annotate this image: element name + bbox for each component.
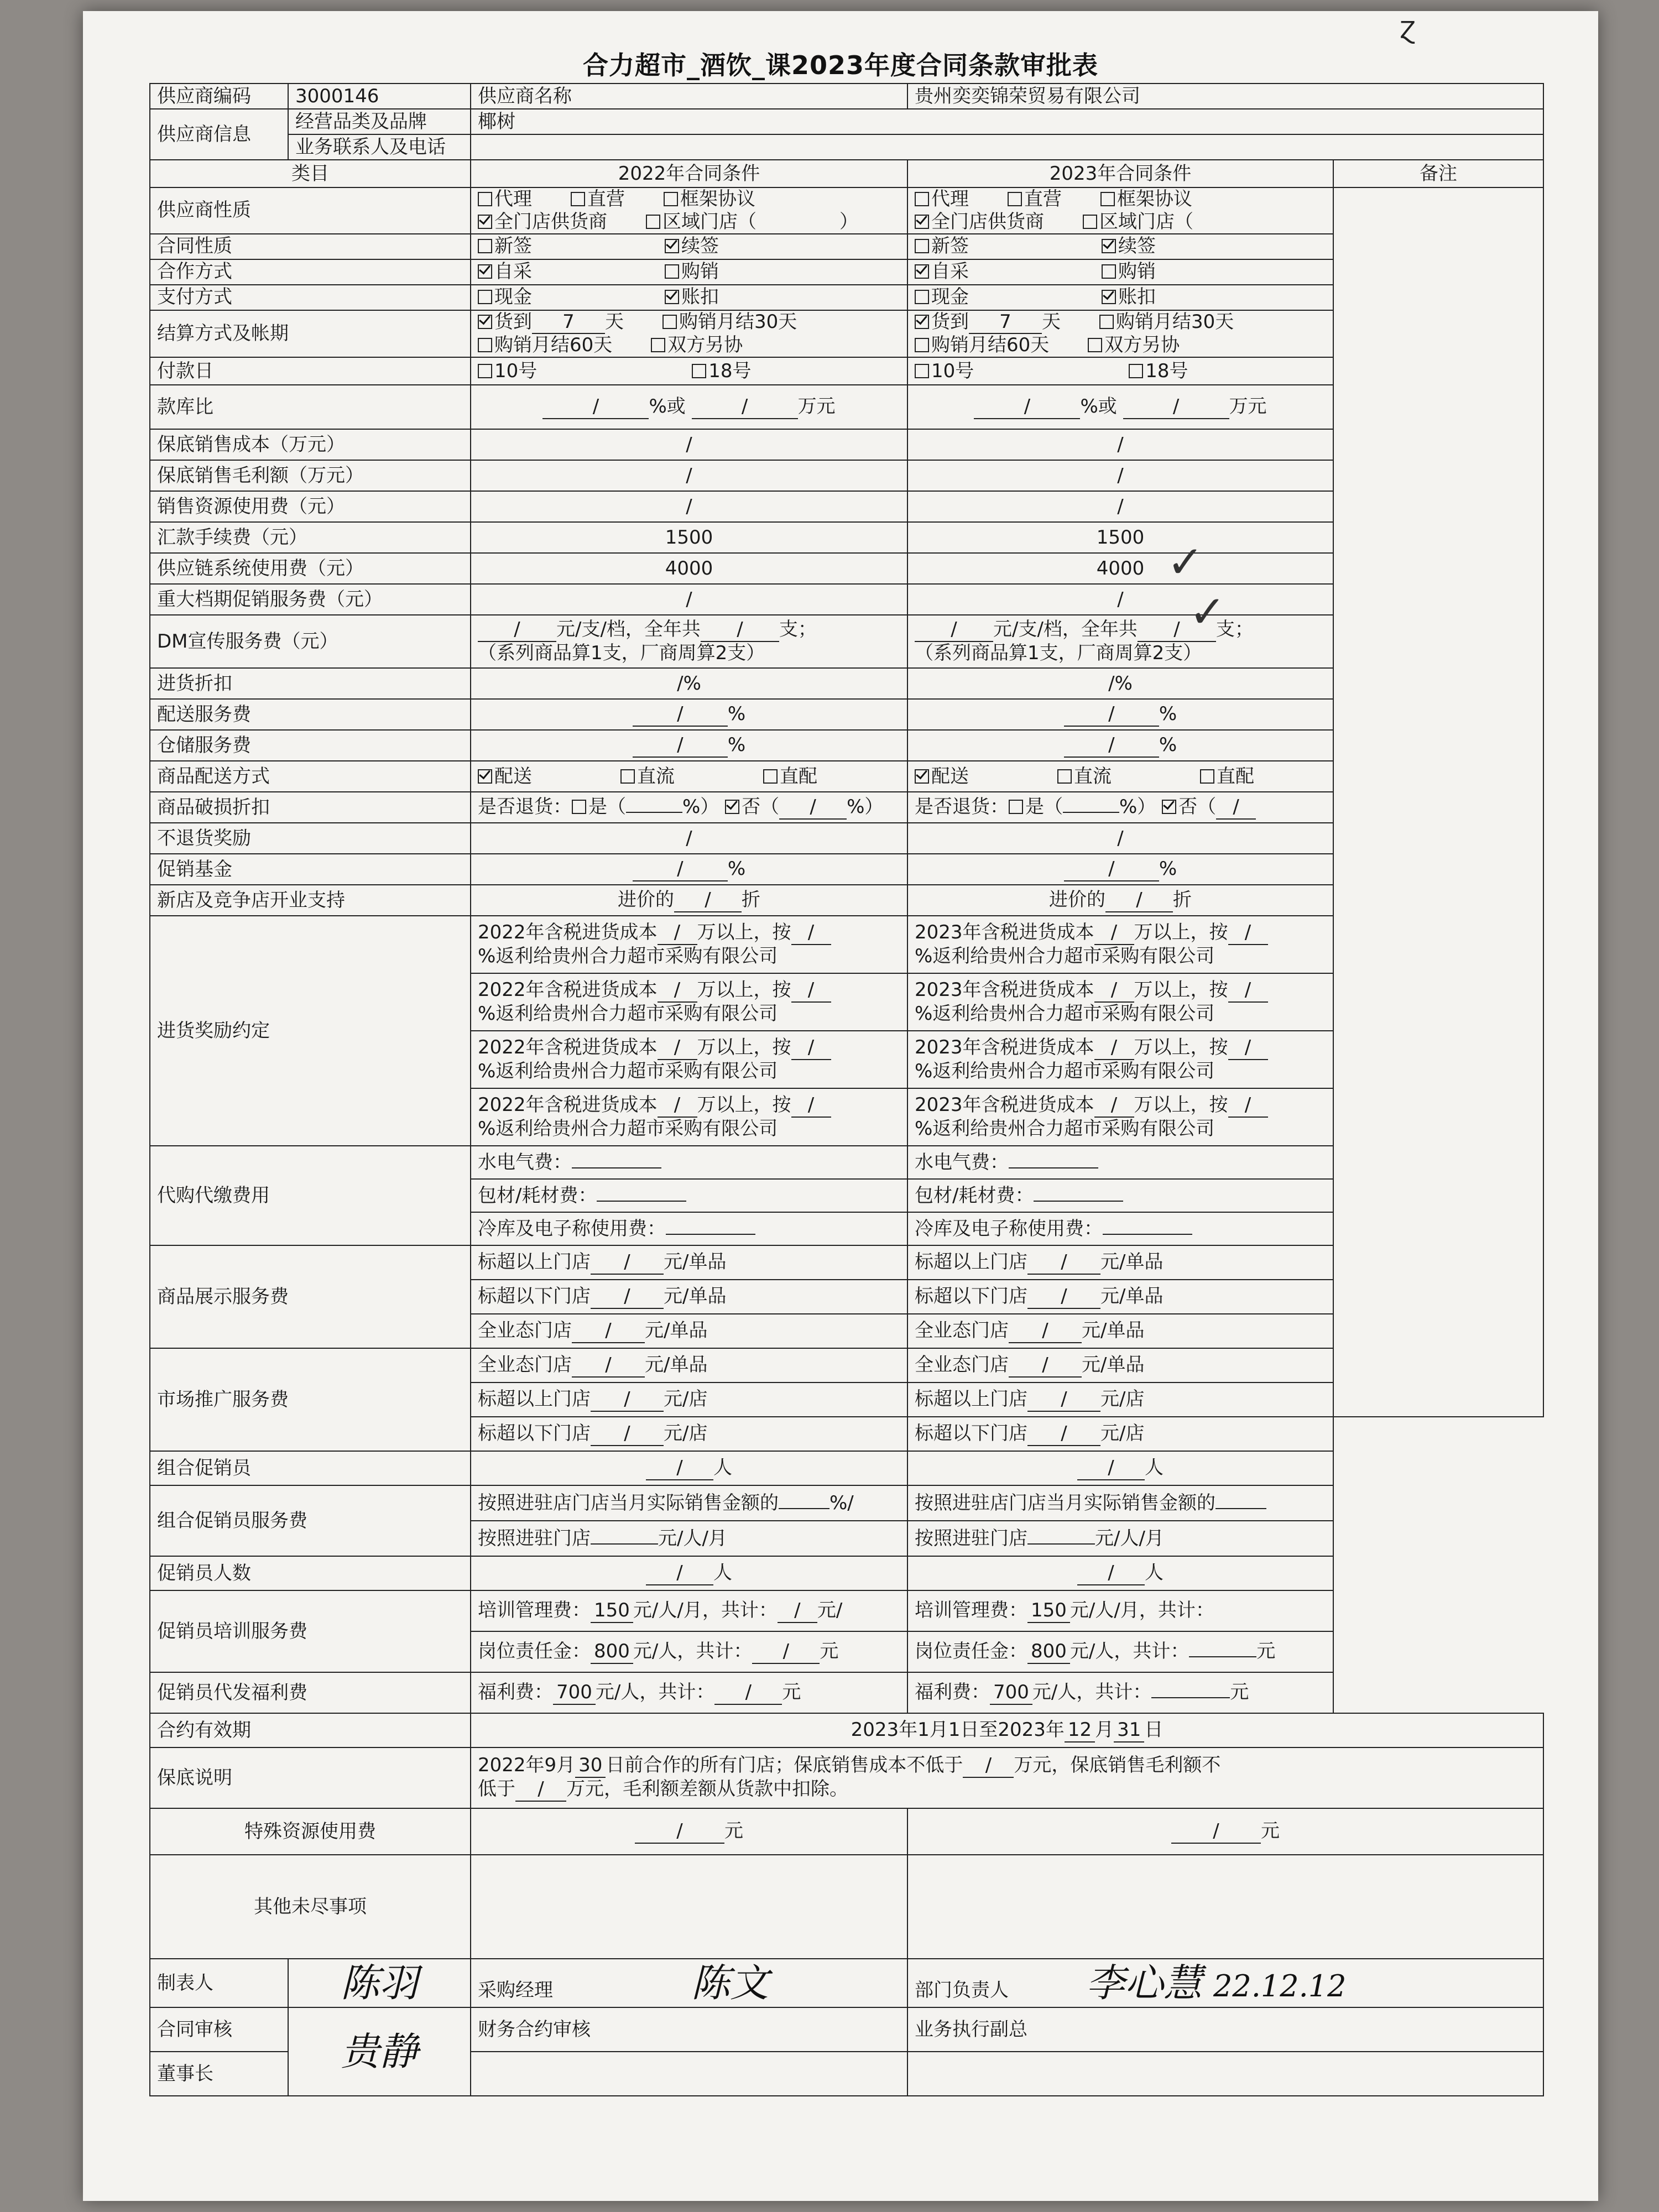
remit-label: 汇款手续费（元） <box>150 522 471 553</box>
combo-2022: / 人 <box>471 1451 907 1485</box>
market-2023-below: 标超以下门店 / 元/店 <box>907 1417 1333 1451</box>
chair-empty-1 <box>471 2052 907 2096</box>
checkbox[interactable] <box>664 192 678 206</box>
min-cost-label: 保底销售成本（万元） <box>150 429 471 460</box>
maker-signature: 陈羽 <box>288 1959 471 2007</box>
row-nature <box>150 187 1543 234</box>
welfare-label: 促销员代发福利费 <box>150 1672 471 1713</box>
pay-label: 支付方式 <box>150 285 471 310</box>
ratio-2022: / %或 / 万元 <box>471 385 907 429</box>
delivery-mode-2023: 配送 直流 直配 <box>907 761 1333 792</box>
audit-signature: 贵静 <box>288 2007 471 2096</box>
row-supplier-brand <box>150 109 1543 134</box>
contract-2023: 新签 续签 <box>907 234 1333 259</box>
training-2023-deposit: 岗位责任金： 800 元/人，共计： 元 <box>907 1631 1333 1672</box>
agency-2022-cold: 冷库及电子称使用费： <box>471 1212 907 1245</box>
maker-label: 制表人 <box>150 1959 288 2007</box>
special-2022: / 元 <box>471 1808 907 1855</box>
rebate-2023: 2023年含税进货成本 / 万以上，按 / %返利给贵州合力超市采购有限公司 <box>907 916 1333 973</box>
nature-label: 供应商性质 <box>150 187 471 234</box>
form-title: 合力超市_酒饮_课2023年度合同条款审批表 <box>582 50 1099 80</box>
checkbox[interactable] <box>1083 215 1097 229</box>
row-special <box>150 1808 1543 1855</box>
checkbox[interactable] <box>763 769 778 784</box>
display-2023-below: 标超以下门店 / 元/单品 <box>907 1280 1333 1314</box>
discount-2023: /% <box>907 668 1333 699</box>
row-sign-1 <box>150 1959 1543 2007</box>
delivery-fee-2023: / % <box>907 699 1333 730</box>
check-mark: ✓ <box>1167 536 1204 588</box>
rebate-2023: 2023年含税进货成本 / 万以上，按 / %返利给贵州合力超市采购有限公司 <box>907 973 1333 1031</box>
vp-label: 业务执行副总 <box>907 2007 1543 2052</box>
storage-2022: / % <box>471 730 907 761</box>
dm-2022: / 元/支/档，全年共 / 支； （系列商品算1支，厂商周算2支） <box>471 615 907 668</box>
coop-2023: 自采 购销 <box>907 259 1333 285</box>
welfare-2023: 福利费： 700 元/人，共计： 元 <box>907 1672 1333 1713</box>
welfare-2022: 福利费： 700 元/人，共计： / 元 <box>471 1672 907 1713</box>
checkbox-checked[interactable] <box>478 769 492 784</box>
row-headers <box>150 160 1543 187</box>
staff-2022: / 人 <box>471 1556 907 1590</box>
checkbox[interactable] <box>1057 769 1072 784</box>
training-label: 促销员培训服务费 <box>150 1590 471 1672</box>
combo-fee-label: 组合促销员服务费 <box>150 1485 471 1556</box>
agency-2023-cold: 冷库及电子称使用费： <box>907 1212 1333 1245</box>
checkbox[interactable] <box>915 290 929 304</box>
delivery-fee-label: 配送服务费 <box>150 699 471 730</box>
special-label: 特殊资源使用费 <box>150 1808 471 1855</box>
supplier-name-label: 供应商名称 <box>471 84 907 109</box>
no-return-label: 不退货奖励 <box>150 823 471 854</box>
storage-2023: / % <box>907 730 1333 761</box>
checkbox-checked[interactable] <box>915 769 929 784</box>
storage-label: 仓储服务费 <box>150 730 471 761</box>
row-valid <box>150 1713 1543 1747</box>
special-2023: / 元 <box>907 1808 1543 1855</box>
display-2022-all: 全业态门店 / 元/单品 <box>471 1314 907 1348</box>
checkbox[interactable] <box>478 192 492 206</box>
row-training-1 <box>150 1590 1543 1631</box>
settle-2022: 货到 7 天 购销月结30天 购销月结60天 双方另协 <box>471 310 907 358</box>
pay-2023: 现金 账扣 <box>907 285 1333 310</box>
promo-fund-2022: / % <box>471 854 907 885</box>
market-2022-below: 标超以下门店 / 元/店 <box>471 1417 907 1451</box>
display-2023-all: 全业态门店 / 元/单品 <box>907 1314 1333 1348</box>
checkbox[interactable] <box>1100 192 1115 206</box>
training-2022-mgmt: 培训管理费： 150 元/人/月，共计： / 元/ <box>471 1590 907 1631</box>
checkbox[interactable] <box>1102 264 1116 279</box>
ratio-2023: / %或 / 万元 <box>907 385 1333 429</box>
display-2023-above: 标超以上门店 / 元/单品 <box>907 1245 1333 1280</box>
new-store-2022: 进价的 / 折 <box>471 885 907 916</box>
rebate-2022: 2022年含税进货成本 / 万以上，按 / %返利给贵州合力超市采购有限公司 <box>471 973 907 1031</box>
staff-label: 促销员人数 <box>150 1556 471 1590</box>
checkbox[interactable] <box>572 800 586 814</box>
checkbox[interactable] <box>620 769 635 784</box>
supply-fee-label: 供应链系统使用费（元） <box>150 553 471 584</box>
agency-2023-materials: 包材/耗材费： <box>907 1179 1333 1212</box>
promo-fee-label: 重大档期促销服务费（元） <box>150 584 471 615</box>
checkbox[interactable] <box>1009 800 1023 814</box>
supplier-name: 贵州奕奕锦荣贸易有限公司 <box>907 84 1543 109</box>
dept-cell: 部门负责人 李心慧 22.12.12 <box>907 1959 1543 2007</box>
corner-mark: Ɀ <box>1400 17 1416 44</box>
checkbox[interactable] <box>478 364 492 378</box>
other-label: 其他未尽事项 <box>150 1855 471 1959</box>
buyer-cell: 采购经理 陈文 <box>471 1959 907 2007</box>
checkbox-checked[interactable] <box>478 215 492 229</box>
remit-2023: 1500 <box>907 522 1333 553</box>
other-2023 <box>907 1855 1543 1959</box>
checkbox[interactable] <box>478 239 492 253</box>
rebate-2023: 2023年含税进货成本 / 万以上，按 / %返利给贵州合力超市采购有限公司 <box>907 1088 1333 1146</box>
finance-label: 财务合约审核 <box>471 2007 907 2052</box>
valid-value: 2023年1月1日至2023年 12 月 31 日 <box>471 1713 1543 1747</box>
agency-2023-utilities: 水电气费： <box>907 1146 1333 1179</box>
checkbox-checked[interactable] <box>478 264 492 279</box>
checkbox-checked[interactable] <box>915 264 929 279</box>
checkbox-checked[interactable] <box>725 800 739 814</box>
checkbox[interactable] <box>571 192 585 206</box>
rebate-label: 进货奖励约定 <box>150 916 471 1146</box>
nature-2022: 代理 直营 框架协议 全门店供货商 区域门店（ ） <box>471 187 907 234</box>
combo-label: 组合促销员 <box>150 1451 471 1485</box>
payday-2022: 10号 18号 <box>471 357 907 385</box>
row-contact <box>150 134 1543 160</box>
new-store-label: 新店及竞争店开业支持 <box>150 885 471 916</box>
ratio-label: 款库比 <box>150 385 471 429</box>
checkbox-checked[interactable] <box>665 290 679 304</box>
coop-2022: 自采 购销 <box>471 259 907 285</box>
payday-label: 付款日 <box>150 357 471 385</box>
coop-label: 合作方式 <box>150 259 471 285</box>
other-2022 <box>471 1855 907 1959</box>
valid-label: 合约有效期 <box>150 1713 471 1747</box>
row-other <box>150 1855 1543 1959</box>
min-profit-2023: / <box>907 460 1333 491</box>
header-2022: 2022年合同条件 <box>471 160 907 187</box>
guarantee-value: 2022年9月 30 日前合作的所有门店；保底销售成本不低于 / 万元，保底销售毛利额不 低于 / 万元，毛利额差额从货款中扣除。 <box>471 1747 1543 1808</box>
supply-fee-2023: 4000 <box>907 553 1333 584</box>
promo-fund-label: 促销基金 <box>150 854 471 885</box>
checkbox-checked[interactable] <box>478 315 492 329</box>
supplier-info-label: 供应商信息 <box>150 109 288 160</box>
contact-label: 业务联系人及电话 <box>288 134 471 160</box>
header-2023: 2023年合同条件 <box>907 160 1333 187</box>
checkbox[interactable] <box>662 315 677 329</box>
agency-label: 代购代缴费用 <box>150 1146 471 1245</box>
checkbox[interactable] <box>915 239 929 253</box>
row-welfare <box>150 1672 1543 1713</box>
rebate-2022: 2022年含税进货成本 / 万以上，按 / %返利给贵州合力超市采购有限公司 <box>471 1088 907 1146</box>
combo-fee-2022-month: 按照进驻门店 元/人/月 <box>471 1521 907 1556</box>
promo-fee-2023: / <box>907 584 1333 615</box>
row-combo <box>150 1451 1543 1485</box>
checkbox-checked[interactable] <box>1102 239 1116 253</box>
chair-label: 董事长 <box>150 2052 288 2096</box>
checkbox[interactable] <box>692 364 706 378</box>
resource-2023: / <box>907 491 1333 522</box>
new-store-2023: 进价的 / 折 <box>907 885 1333 916</box>
pay-2022: 现金 账扣 <box>471 285 907 310</box>
checkbox[interactable] <box>1129 364 1143 378</box>
supply-fee-2022: 4000 <box>471 553 907 584</box>
contract-label: 合同性质 <box>150 234 471 259</box>
rebate-2022: 2022年含税进货成本 / 万以上，按 / %返利给贵州合力超市采购有限公司 <box>471 1031 907 1088</box>
checkbox[interactable] <box>915 192 929 206</box>
delivery-fee-2022: / % <box>471 699 907 730</box>
checkbox[interactable] <box>1088 338 1102 352</box>
row-guarantee <box>150 1747 1543 1808</box>
promo-fee-2022: / <box>471 584 907 615</box>
settle-label: 结算方式及帐期 <box>150 310 471 358</box>
checkbox[interactable] <box>651 338 665 352</box>
display-label: 商品展示服务费 <box>150 1245 471 1348</box>
combo-fee-2022-pct: 按照进驻店门店当月实际销售金额的 %/ <box>471 1485 907 1521</box>
min-profit-2022: / <box>471 460 907 491</box>
display-2022-below: 标超以下门店 / 元/单品 <box>471 1280 907 1314</box>
market-2022-above: 标超以上门店 / 元/店 <box>471 1383 907 1417</box>
checkbox[interactable] <box>478 338 492 352</box>
delivery-mode-2022: 配送 直流 直配 <box>471 761 907 792</box>
combo-fee-2023-month: 按照进驻门店 元/人/月 <box>907 1521 1333 1556</box>
checkbox[interactable] <box>478 290 492 304</box>
chair-empty-2 <box>907 2052 1543 2096</box>
checkbox[interactable] <box>915 338 929 352</box>
min-cost-2022: / <box>471 429 907 460</box>
training-2023-mgmt: 培训管理费： 150 元/人/月，共计： <box>907 1590 1333 1631</box>
no-return-2023: / <box>907 823 1333 854</box>
approval-table <box>149 83 1544 2096</box>
discount-label: 进货折扣 <box>150 668 471 699</box>
agency-2022-utilities: 水电气费： <box>471 1146 907 1179</box>
min-cost-2023: / <box>907 429 1333 460</box>
contact-value <box>471 134 1543 160</box>
checkbox-checked[interactable] <box>915 315 929 329</box>
training-2022-deposit: 岗位责任金： 800 元/人，共计： / 元 <box>471 1631 907 1672</box>
row-sign-2 <box>150 2007 1543 2052</box>
resource-2022: / <box>471 491 907 522</box>
nature-2023: 代理 直营 框架协议 全门店供货商 区域门店（ <box>907 187 1333 234</box>
damage-2022: 是否退货： 是（ %） 否（ / %） <box>471 792 907 823</box>
row-staff <box>150 1556 1543 1590</box>
checkbox[interactable] <box>665 264 679 279</box>
checkbox[interactable] <box>1008 192 1022 206</box>
agency-2022-materials: 包材/耗材费： <box>471 1179 907 1212</box>
delivery-mode-label: 商品配送方式 <box>150 761 471 792</box>
market-2022-all: 全业态门店 / 元/单品 <box>471 1348 907 1383</box>
promo-fund-2023: / % <box>907 854 1333 885</box>
market-2023-all: 全业态门店 / 元/单品 <box>907 1348 1333 1383</box>
contract-2022: 新签 续签 <box>471 234 907 259</box>
discount-2022: /% <box>471 668 907 699</box>
supplier-code: 3000146 <box>288 84 471 109</box>
header-category: 类目 <box>150 160 471 187</box>
combo-fee-2023-pct: 按照进驻店门店当月实际销售金额的 <box>907 1485 1333 1521</box>
dm-label: DM宣传服务费（元） <box>150 615 471 668</box>
dm-2023: / 元/支/档，全年共 / 支； （系列商品算1支，厂商周算2支） <box>907 615 1333 668</box>
no-return-2022: / <box>471 823 907 854</box>
checkbox[interactable] <box>1099 315 1114 329</box>
damage-2023: 是否退货： 是（ %） 否（ / <box>907 792 1333 823</box>
checkbox-checked[interactable] <box>915 215 929 229</box>
form-paper <box>83 11 1598 2201</box>
remit-2022: 1500 <box>471 522 907 553</box>
note-column <box>1333 187 1543 1417</box>
payday-2023: 10号 18号 <box>907 357 1333 385</box>
row-combo-fee-1 <box>150 1485 1543 1521</box>
rebate-2023: 2023年含税进货成本 / 万以上，按 / %返利给贵州合力超市采购有限公司 <box>907 1031 1333 1088</box>
checkbox[interactable] <box>1200 769 1214 784</box>
checkbox-checked[interactable] <box>1162 800 1176 814</box>
guarantee-label: 保底说明 <box>150 1747 471 1808</box>
brand-label: 经营品类及品牌 <box>288 109 471 134</box>
audit-label: 合同审核 <box>150 2007 288 2052</box>
supplier-code-label: 供应商编码 <box>150 84 288 109</box>
rebate-2022: 2022年含税进货成本 / 万以上，按 / %返利给贵州合力超市采购有限公司 <box>471 916 907 973</box>
header-note: 备注 <box>1333 160 1543 187</box>
combo-2023: / 人 <box>907 1451 1333 1485</box>
checkbox[interactable] <box>646 215 660 229</box>
settle-2023: 货到 7 天 购销月结30天 购销月结60天 双方另协 <box>907 310 1333 358</box>
market-label: 市场推广服务费 <box>150 1348 471 1451</box>
row-supplier-code <box>150 84 1543 109</box>
checkbox-checked[interactable] <box>1102 290 1116 304</box>
display-2022-above: 标超以上门店 / 元/单品 <box>471 1245 907 1280</box>
resource-label: 销售资源使用费（元） <box>150 491 471 522</box>
damage-label: 商品破损折扣 <box>150 792 471 823</box>
check-mark: ✓ <box>1189 586 1227 638</box>
checkbox[interactable] <box>915 364 929 378</box>
market-2023-above: 标超以上门店 / 元/店 <box>907 1383 1333 1417</box>
staff-2023: / 人 <box>907 1556 1333 1590</box>
checkbox-checked[interactable] <box>665 239 679 253</box>
brand-value: 椰树 <box>471 109 1543 134</box>
min-profit-label: 保底销售毛利额（万元） <box>150 460 471 491</box>
